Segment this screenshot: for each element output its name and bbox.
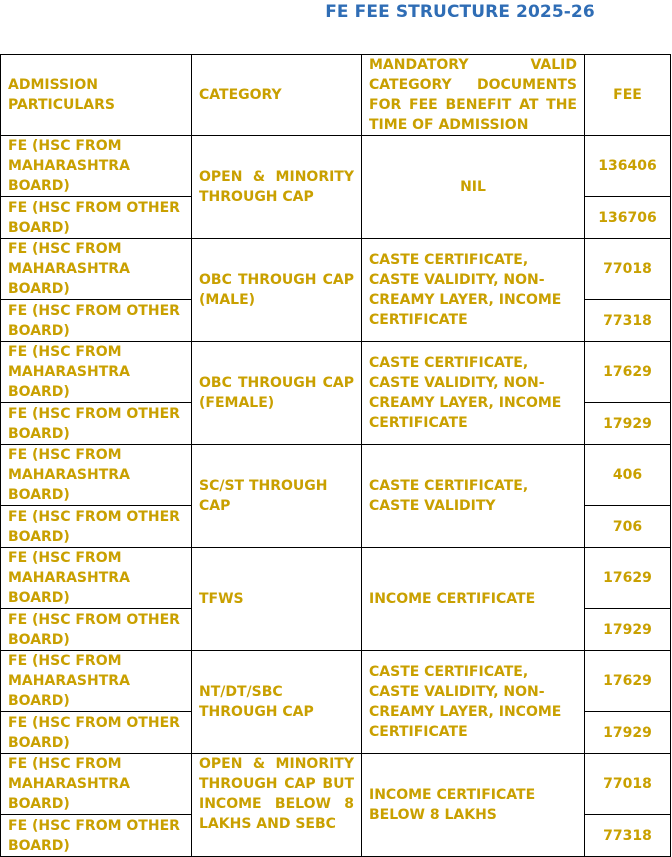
fee-cell: 706	[585, 506, 671, 548]
table-row	[1, 754, 671, 815]
documents-cell: NIL	[362, 136, 585, 239]
fee-cell: 77018	[585, 754, 671, 815]
header-admission-particulars: ADMISSION PARTICULARS	[1, 55, 192, 136]
documents-cell: INCOME CERTIFICATE BELOW 8 LAKHS	[362, 754, 585, 857]
admission-particular: FE (HSC FROM MAHARASHTRA BOARD)	[1, 342, 192, 403]
admission-particular: FE (HSC FROM MAHARASHTRA BOARD)	[1, 136, 192, 197]
category-cell: OBC THROUGH CAP (FEMALE)	[192, 342, 362, 445]
admission-particular: FE (HSC FROM OTHER BOARD)	[1, 300, 192, 342]
table-row	[1, 445, 671, 506]
category-cell: SC/ST THROUGH CAP	[192, 445, 362, 548]
fee-table	[0, 54, 671, 857]
admission-particular: FE (HSC FROM OTHER BOARD)	[1, 403, 192, 445]
table-row	[1, 548, 671, 609]
admission-particular: FE (HSC FROM MAHARASHTRA BOARD)	[1, 651, 192, 712]
category-cell: OPEN & MINORITY THROUGH CAP	[192, 136, 362, 239]
admission-particular: FE (HSC FROM OTHER BOARD)	[1, 712, 192, 754]
header-documents: MANDATORY VALID CATEGORY DOCUMENTS FOR FEE BENEFIT AT THE TIME OF ADMISSION	[362, 55, 585, 136]
fee-cell: 77318	[585, 300, 671, 342]
fee-cell: 17629	[585, 342, 671, 403]
admission-particular: FE (HSC FROM MAHARASHTRA BOARD)	[1, 445, 192, 506]
admission-particular: FE (HSC FROM OTHER BOARD)	[1, 815, 192, 857]
fee-cell: 406	[585, 445, 671, 506]
documents-cell: CASTE CERTIFICATE, CASTE VALIDITY, NON-CREAMY LAYER, INCOME CERTIFICATE	[362, 651, 585, 754]
category-cell: TFWS	[192, 548, 362, 651]
documents-cell: CASTE CERTIFICATE, CASTE VALIDITY, NON-CREAMY LAYER, INCOME CERTIFICATE	[362, 342, 585, 445]
category-cell: OBC THROUGH CAP (MALE)	[192, 239, 362, 342]
fee-cell: 136706	[585, 197, 671, 239]
header-row	[1, 55, 671, 136]
admission-particular: FE (HSC FROM OTHER BOARD)	[1, 609, 192, 651]
fee-cell: 17929	[585, 609, 671, 651]
documents-cell: CASTE CERTIFICATE, CASTE VALIDITY, NON-CREAMY LAYER, INCOME CERTIFICATE	[362, 239, 585, 342]
admission-particular: FE (HSC FROM MAHARASHTRA BOARD)	[1, 239, 192, 300]
table-row	[1, 136, 671, 197]
admission-particular: FE (HSC FROM OTHER BOARD)	[1, 506, 192, 548]
admission-particular: FE (HSC FROM MAHARASHTRA BOARD)	[1, 754, 192, 815]
table-row	[1, 239, 671, 300]
header-fee: FEE	[585, 55, 671, 136]
category-cell: OPEN & MINORITY THROUGH CAP BUT INCOME BELOW 8 LAKHS AND SEBC	[192, 754, 362, 857]
category-cell: NT/DT/SBC THROUGH CAP	[192, 651, 362, 754]
admission-particular: FE (HSC FROM OTHER BOARD)	[1, 197, 192, 239]
fee-cell: 77318	[585, 815, 671, 857]
fee-cell: 17929	[585, 403, 671, 445]
documents-cell: INCOME CERTIFICATE	[362, 548, 585, 651]
fee-cell: 17629	[585, 548, 671, 609]
page-title: FE FEE STRUCTURE 2025-26	[325, 2, 595, 22]
admission-particular: FE (HSC FROM MAHARASHTRA BOARD)	[1, 548, 192, 609]
table-row	[1, 342, 671, 403]
header-category: CATEGORY	[192, 55, 362, 136]
documents-cell: CASTE CERTIFICATE, CASTE VALIDITY	[362, 445, 585, 548]
table-row	[1, 651, 671, 712]
fee-cell: 17929	[585, 712, 671, 754]
fee-cell: 17629	[585, 651, 671, 712]
fee-cell: 77018	[585, 239, 671, 300]
fee-cell: 136406	[585, 136, 671, 197]
